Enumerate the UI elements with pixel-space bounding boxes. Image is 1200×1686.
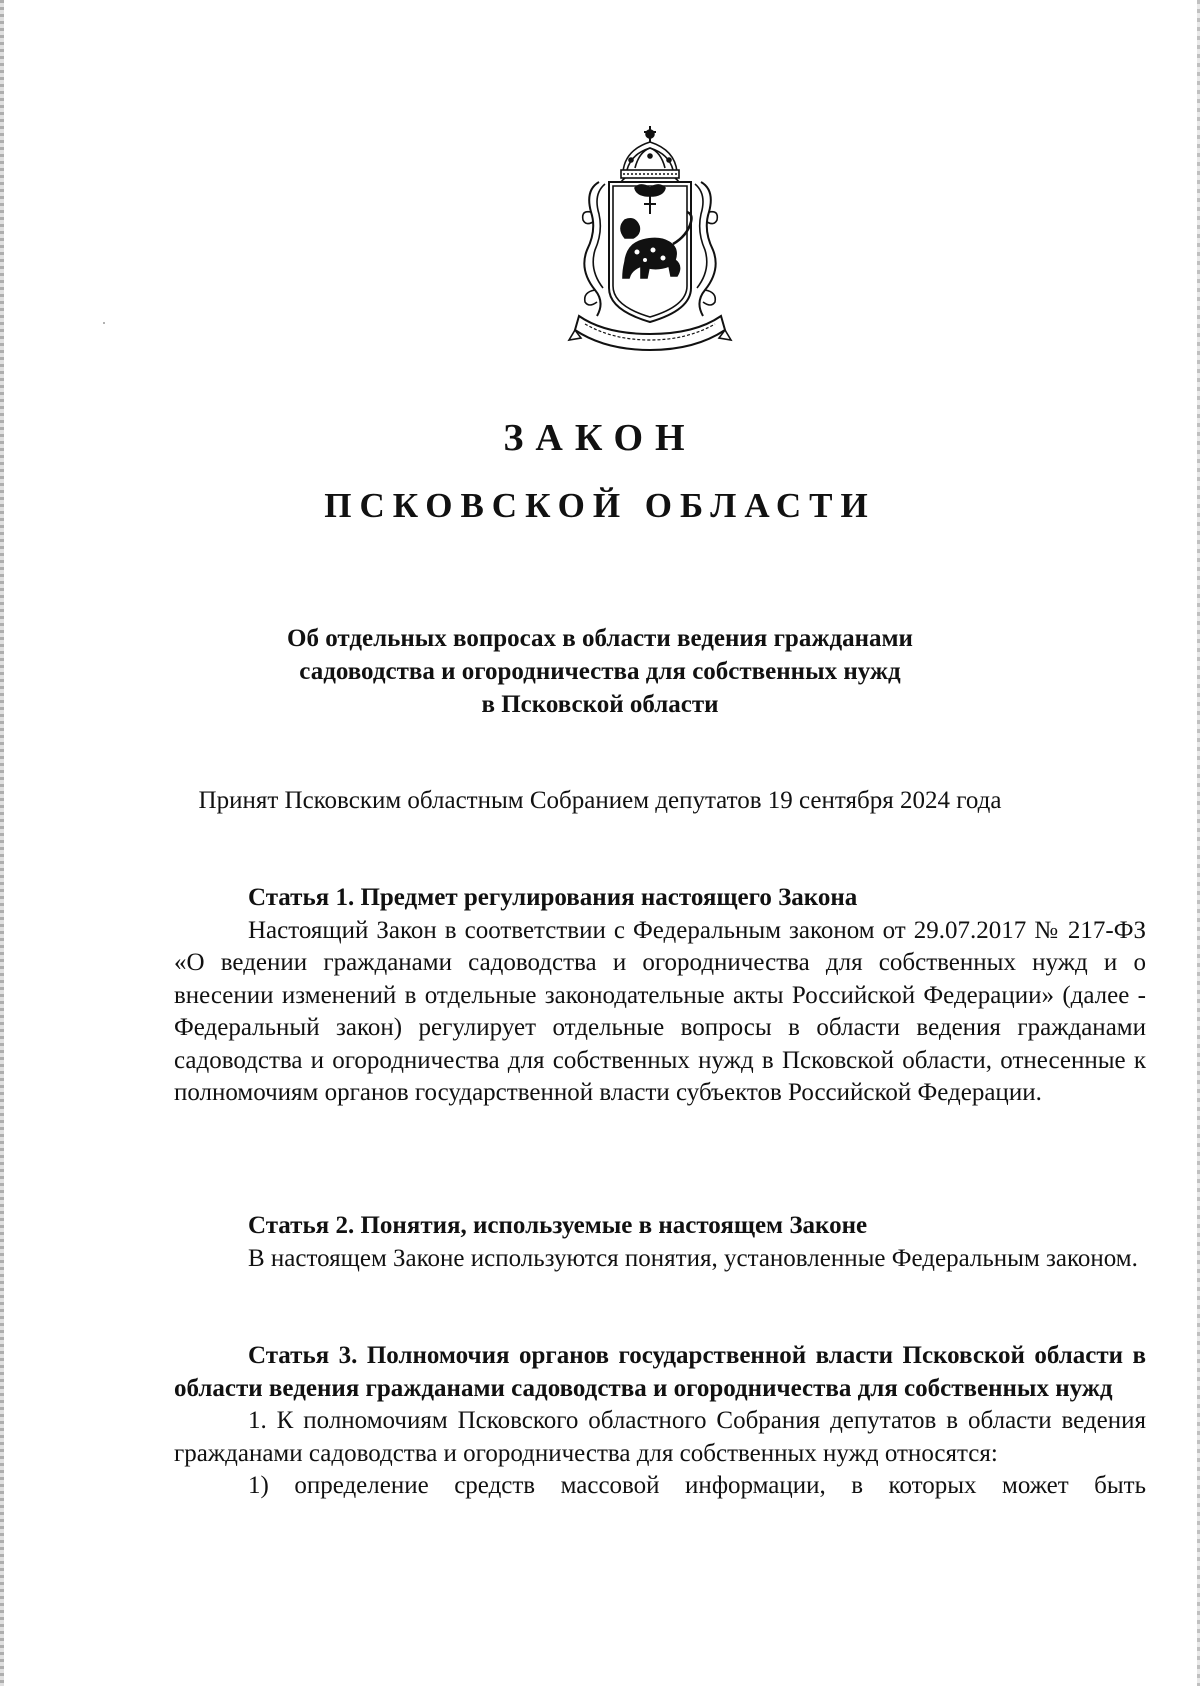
article-3 (174, 1340, 1146, 1503)
law-title: ЗАКОН (503, 417, 697, 459)
subject-line: в Псковской области (481, 691, 719, 718)
article-paragraph: В настоящем Законе используются понятия, установленные Федеральным законом. (248, 1244, 1138, 1272)
article-heading: Статья 3. Полномочия органов государственной власти Псковской области в области ведения гражданами садоводства и огородничества для собственных нужд (174, 1342, 1146, 1402)
article-1 (174, 882, 1146, 1110)
article-paragraph: 1. К полномочиям Псковского областного Собрания депутатов в области ведения гражданами садоводства и огородничества для собственных нужд относятся: (174, 1407, 1146, 1467)
law-subject (170, 622, 1030, 721)
article-heading: Статья 1. Предмет регулирования настоящего Закона (248, 884, 858, 911)
article-2 (174, 1210, 1146, 1275)
article-paragraph: Настоящий Закон в соответствии с Федеральным законом от 29.07.2017 № 217-ФЗ «О ведении гражданами садоводства и огородничества для собственных нужд и о внесении изменений в отдельные законодательные акты Российской Федерации» (далее - Федеральный закон) регулирует отдельные вопросы в области ведения гражданами садоводства и огородничества для собственных нужд в Псковской области, отнесенные к полномочиям органов государственной власти субъектов Российской Федерации. (174, 916, 1146, 1106)
adoption-note: Принят Псковским областным Собранием депутатов 19 сентября 2024 года (198, 787, 1002, 814)
article-paragraph: 1) определение средств массовой информации, в которых может быть (248, 1472, 1146, 1499)
subject-line: Об отдельных вопросах в области ведения гражданами (287, 625, 913, 652)
subject-line: садоводства и огородничества для собственных нужд (299, 658, 901, 685)
coat-of-arms-icon (565, 120, 735, 365)
scan-speck (103, 322, 105, 324)
scan-edge-left (0, 0, 4, 1686)
article-heading: Статья 2. Понятия, используемые в настоящем Законе (248, 1212, 868, 1239)
region-title: ПСКОВСКОЙ ОБЛАСТИ (324, 486, 876, 525)
